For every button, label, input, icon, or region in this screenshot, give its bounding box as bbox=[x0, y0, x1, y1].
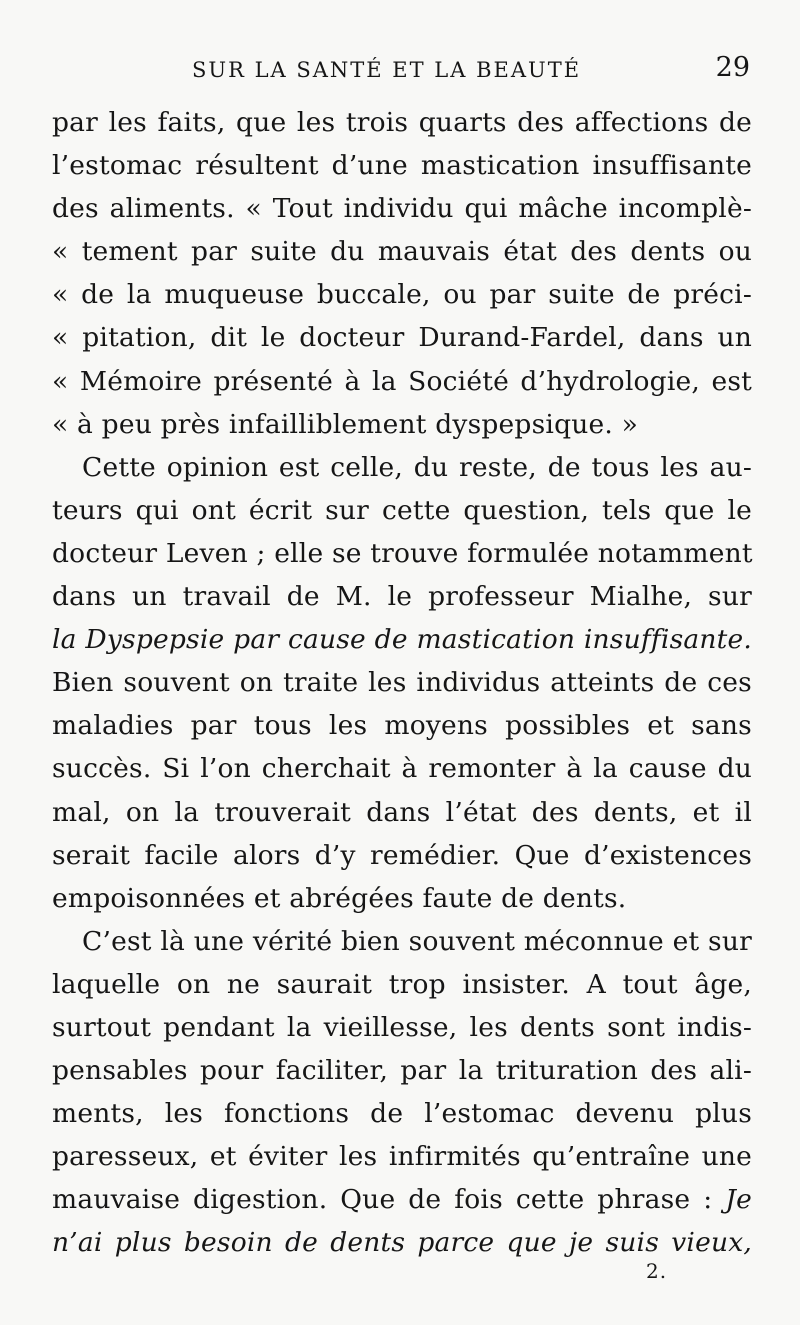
text-line: par les faits, que les trois quarts des affections de bbox=[52, 107, 752, 138]
paragraph-start-line: Cette opinion est celle, du reste, de tous les au- bbox=[82, 451, 752, 483]
text-line: « Mémoire présenté à la Société d’hydrologie, est bbox=[52, 365, 752, 397]
paragraph-start-line: C’est là une vérité bien souvent méconnue et sur bbox=[82, 925, 752, 957]
text-line: ments, les fonctions de l’estomac devenu plus bbox=[52, 1098, 752, 1130]
text-line: mal, on la trouverait dans l’état des dents, et il bbox=[52, 796, 752, 828]
body-text bbox=[52, 101, 752, 1265]
running-head bbox=[52, 52, 752, 86]
text-line: « à peu près infailliblement dyspepsique. » bbox=[52, 408, 639, 440]
text-fragment: mauvaise digestion. Que de fois cette phrase : bbox=[52, 1184, 713, 1216]
text-line: empoisonnées et abrégées faute de dents. bbox=[52, 882, 627, 914]
signature-mark: 2. bbox=[646, 1259, 668, 1283]
page-number: 29 bbox=[715, 52, 750, 83]
text-line: pensables pour faciliter, par la trituration des ali- bbox=[52, 1055, 752, 1087]
text-line: serait facile alors d’y remédier. Que d’existences bbox=[52, 839, 752, 871]
running-title: SUR LA SANTÉ ET LA BEAUTÉ bbox=[192, 58, 582, 82]
text-line: des aliments. « Tout individu qui mâche incomplè- bbox=[52, 193, 752, 225]
text-line: docteur Leven ; elle se trouve formulée notamment bbox=[52, 537, 753, 569]
text-line: maladies par tous les moyens possibles et sans bbox=[52, 710, 752, 742]
text-line: teurs qui ont écrit sur cette question, tels que le bbox=[52, 494, 752, 526]
text-line: « pitation, dit le docteur Durand-Fardel, dans un bbox=[52, 322, 752, 354]
text-line: dans un travail de M. le professeur Mialhe, sur bbox=[52, 581, 752, 613]
italic-fragment: Je bbox=[725, 1184, 752, 1216]
italic-title-line: la Dyspepsie par cause de mastication insuffisante. bbox=[52, 624, 752, 656]
text-line: laquelle on ne saurait trop insister. A tout âge, bbox=[52, 968, 752, 1000]
text-line: surtout pendant la vieillesse, les dents sont indis- bbox=[52, 1011, 752, 1043]
text-line: « de la muqueuse buccale, ou par suite de préci- bbox=[52, 279, 752, 311]
text-line: Bien souvent on traite les individus atteints de ces bbox=[52, 667, 752, 699]
text-line: succès. Si l’on cherchait à remonter à la cause du bbox=[52, 753, 752, 785]
text-line: « tement par suite du mauvais état des dents ou bbox=[52, 236, 752, 268]
text-line: paresseux, et éviter les infirmités qu’entraîne une bbox=[52, 1141, 752, 1173]
text-line-with-italic-tail bbox=[52, 1178, 752, 1221]
italic-text-line: n’ai plus besoin de dents parce que je suis vieux, bbox=[52, 1227, 752, 1259]
text-line: l’estomac résultent d’une mastication insuffisante bbox=[52, 150, 752, 182]
